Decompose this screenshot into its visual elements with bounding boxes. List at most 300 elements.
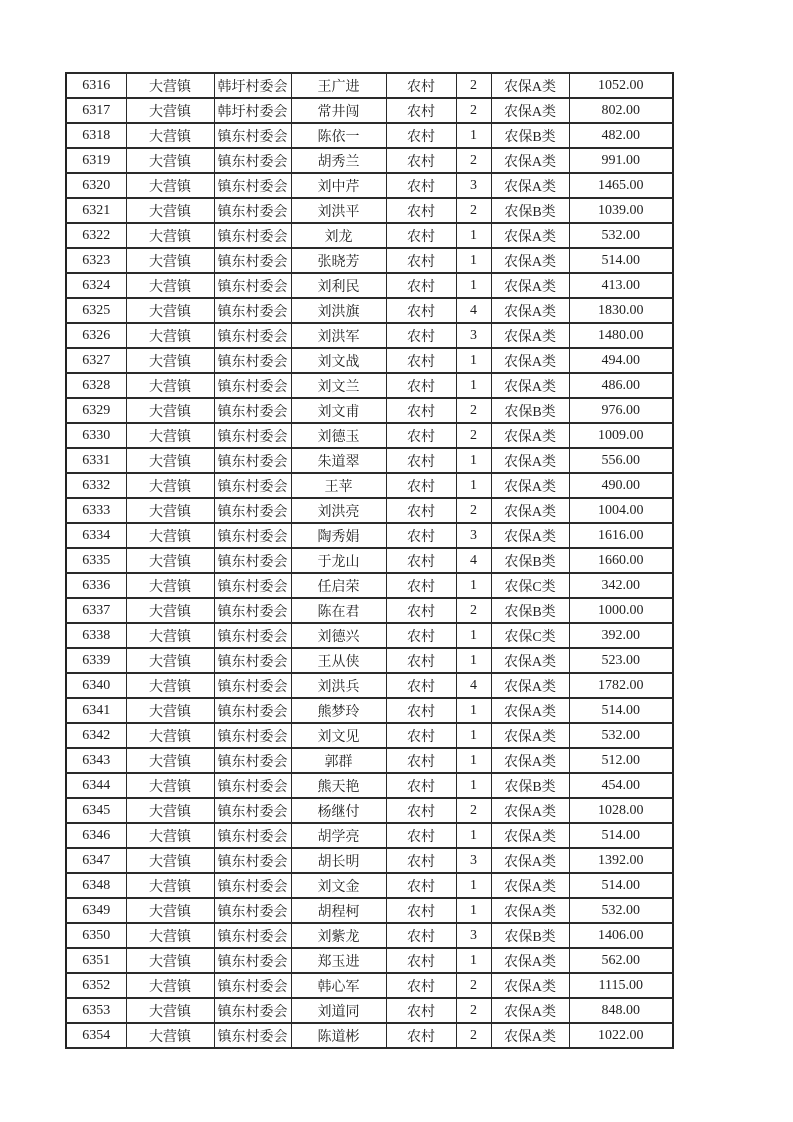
- table-row: [66, 573, 673, 598]
- cell-village-committee: 镇东村委会: [214, 373, 291, 398]
- cell-person-count: 2: [456, 498, 491, 523]
- cell-category: 农保A类: [491, 1023, 569, 1048]
- cell-amount: 514.00: [569, 248, 673, 273]
- table-row: [66, 748, 673, 773]
- cell-village-committee: 镇东村委会: [214, 623, 291, 648]
- cell-name: 陶秀娟: [291, 523, 386, 548]
- cell-residence: 农村: [386, 148, 456, 173]
- cell-amount: 1406.00: [569, 923, 673, 948]
- cell-category: 农保A类: [491, 323, 569, 348]
- cell-town: 大营镇: [126, 973, 214, 998]
- cell-town: 大营镇: [126, 648, 214, 673]
- table-row: [66, 948, 673, 973]
- cell-serial: 6327: [66, 348, 126, 373]
- cell-name: 刘洪亮: [291, 498, 386, 523]
- cell-residence: 农村: [386, 323, 456, 348]
- cell-amount: 848.00: [569, 998, 673, 1023]
- cell-serial: 6344: [66, 773, 126, 798]
- cell-town: 大营镇: [126, 248, 214, 273]
- cell-residence: 农村: [386, 848, 456, 873]
- cell-person-count: 2: [456, 148, 491, 173]
- cell-village-committee: 镇东村委会: [214, 223, 291, 248]
- cell-town: 大营镇: [126, 123, 214, 148]
- cell-residence: 农村: [386, 98, 456, 123]
- cell-amount: 532.00: [569, 723, 673, 748]
- cell-person-count: 1: [456, 873, 491, 898]
- cell-person-count: 1: [456, 273, 491, 298]
- cell-name: 郭群: [291, 748, 386, 773]
- cell-village-committee: 镇东村委会: [214, 773, 291, 798]
- cell-name: 杨继付: [291, 798, 386, 823]
- cell-person-count: 2: [456, 98, 491, 123]
- cell-amount: 490.00: [569, 473, 673, 498]
- cell-name: 任启荣: [291, 573, 386, 598]
- table-row: [66, 473, 673, 498]
- cell-amount: 392.00: [569, 623, 673, 648]
- cell-residence: 农村: [386, 1023, 456, 1048]
- cell-category: 农保A类: [491, 473, 569, 498]
- cell-town: 大营镇: [126, 748, 214, 773]
- cell-name: 刘文兰: [291, 373, 386, 398]
- cell-category: 农保A类: [491, 848, 569, 873]
- cell-person-count: 1: [456, 698, 491, 723]
- benefits-table: [65, 72, 674, 1049]
- cell-residence: 农村: [386, 748, 456, 773]
- cell-name: 刘洪旗: [291, 298, 386, 323]
- cell-name: 陈依一: [291, 123, 386, 148]
- cell-residence: 农村: [386, 298, 456, 323]
- cell-category: 农保A类: [491, 423, 569, 448]
- cell-residence: 农村: [386, 123, 456, 148]
- cell-residence: 农村: [386, 873, 456, 898]
- cell-residence: 农村: [386, 423, 456, 448]
- cell-person-count: 2: [456, 423, 491, 448]
- cell-person-count: 1: [456, 248, 491, 273]
- cell-residence: 农村: [386, 923, 456, 948]
- cell-name: 刘文战: [291, 348, 386, 373]
- cell-serial: 6348: [66, 873, 126, 898]
- cell-village-committee: 镇东村委会: [214, 198, 291, 223]
- cell-name: 王从侠: [291, 648, 386, 673]
- cell-serial: 6333: [66, 498, 126, 523]
- cell-residence: 农村: [386, 398, 456, 423]
- cell-residence: 农村: [386, 223, 456, 248]
- cell-residence: 农村: [386, 823, 456, 848]
- table-row: [66, 73, 673, 98]
- cell-town: 大营镇: [126, 548, 214, 573]
- cell-village-committee: 镇东村委会: [214, 498, 291, 523]
- cell-name: 刘利民: [291, 273, 386, 298]
- cell-person-count: 1: [456, 623, 491, 648]
- table-row: [66, 598, 673, 623]
- table-row: [66, 498, 673, 523]
- cell-category: 农保C类: [491, 573, 569, 598]
- cell-residence: 农村: [386, 773, 456, 798]
- cell-name: 刘文金: [291, 873, 386, 898]
- cell-town: 大营镇: [126, 698, 214, 723]
- cell-amount: 1022.00: [569, 1023, 673, 1048]
- cell-residence: 农村: [386, 173, 456, 198]
- cell-person-count: 2: [456, 998, 491, 1023]
- cell-category: 农保A类: [491, 648, 569, 673]
- cell-person-count: 1: [456, 373, 491, 398]
- cell-town: 大营镇: [126, 773, 214, 798]
- cell-serial: 6325: [66, 298, 126, 323]
- table-row: [66, 398, 673, 423]
- cell-town: 大营镇: [126, 873, 214, 898]
- cell-name: 熊梦玲: [291, 698, 386, 723]
- cell-serial: 6351: [66, 948, 126, 973]
- cell-name: 胡程柯: [291, 898, 386, 923]
- cell-category: 农保B类: [491, 598, 569, 623]
- cell-village-committee: 镇东村委会: [214, 898, 291, 923]
- cell-residence: 农村: [386, 648, 456, 673]
- cell-person-count: 4: [456, 673, 491, 698]
- table-row: [66, 423, 673, 448]
- cell-category: 农保A类: [491, 498, 569, 523]
- cell-name: 胡长明: [291, 848, 386, 873]
- cell-serial: 6330: [66, 423, 126, 448]
- table-row: [66, 448, 673, 473]
- cell-serial: 6317: [66, 98, 126, 123]
- cell-name: 刘文甫: [291, 398, 386, 423]
- cell-village-committee: 镇东村委会: [214, 598, 291, 623]
- cell-category: 农保A类: [491, 373, 569, 398]
- cell-category: 农保A类: [491, 148, 569, 173]
- cell-town: 大营镇: [126, 598, 214, 623]
- cell-residence: 农村: [386, 723, 456, 748]
- cell-person-count: 1: [456, 748, 491, 773]
- cell-town: 大营镇: [126, 948, 214, 973]
- cell-residence: 农村: [386, 998, 456, 1023]
- cell-name: 刘洪军: [291, 323, 386, 348]
- cell-village-committee: 镇东村委会: [214, 698, 291, 723]
- cell-category: 农保B类: [491, 123, 569, 148]
- cell-amount: 1830.00: [569, 298, 673, 323]
- cell-person-count: 2: [456, 1023, 491, 1048]
- table-row: [66, 248, 673, 273]
- cell-name: 刘洪兵: [291, 673, 386, 698]
- cell-serial: 6334: [66, 523, 126, 548]
- cell-serial: 6343: [66, 748, 126, 773]
- cell-village-committee: 镇东村委会: [214, 673, 291, 698]
- cell-residence: 农村: [386, 273, 456, 298]
- cell-village-committee: 镇东村委会: [214, 748, 291, 773]
- cell-name: 胡学亮: [291, 823, 386, 848]
- cell-residence: 农村: [386, 473, 456, 498]
- cell-residence: 农村: [386, 348, 456, 373]
- cell-serial: 6329: [66, 398, 126, 423]
- cell-village-committee: 镇东村委会: [214, 298, 291, 323]
- cell-category: 农保C类: [491, 623, 569, 648]
- cell-amount: 1052.00: [569, 73, 673, 98]
- cell-village-committee: 镇东村委会: [214, 523, 291, 548]
- cell-person-count: 4: [456, 298, 491, 323]
- cell-amount: 1782.00: [569, 673, 673, 698]
- cell-name: 熊天艳: [291, 773, 386, 798]
- cell-serial: 6339: [66, 648, 126, 673]
- table-row: [66, 273, 673, 298]
- cell-town: 大营镇: [126, 823, 214, 848]
- cell-serial: 6332: [66, 473, 126, 498]
- cell-serial: 6323: [66, 248, 126, 273]
- cell-amount: 523.00: [569, 648, 673, 673]
- cell-amount: 514.00: [569, 698, 673, 723]
- table-row: [66, 898, 673, 923]
- cell-person-count: 1: [456, 648, 491, 673]
- cell-village-committee: 镇东村委会: [214, 148, 291, 173]
- cell-amount: 991.00: [569, 148, 673, 173]
- cell-village-committee: 镇东村委会: [214, 348, 291, 373]
- cell-serial: 6342: [66, 723, 126, 748]
- cell-name: 刘中芹: [291, 173, 386, 198]
- cell-serial: 6319: [66, 148, 126, 173]
- table-row: [66, 348, 673, 373]
- table-row: [66, 523, 673, 548]
- cell-residence: 农村: [386, 498, 456, 523]
- cell-name: 陈在君: [291, 598, 386, 623]
- table-row: [66, 923, 673, 948]
- cell-person-count: 1: [456, 348, 491, 373]
- cell-person-count: 2: [456, 73, 491, 98]
- cell-amount: 1465.00: [569, 173, 673, 198]
- cell-person-count: 3: [456, 523, 491, 548]
- cell-name: 陈道彬: [291, 1023, 386, 1048]
- cell-serial: 6353: [66, 998, 126, 1023]
- cell-village-committee: 镇东村委会: [214, 1023, 291, 1048]
- cell-name: 刘洪平: [291, 198, 386, 223]
- cell-serial: 6324: [66, 273, 126, 298]
- cell-category: 农保B类: [491, 773, 569, 798]
- cell-residence: 农村: [386, 898, 456, 923]
- cell-amount: 514.00: [569, 823, 673, 848]
- cell-town: 大营镇: [126, 523, 214, 548]
- cell-category: 农保B类: [491, 198, 569, 223]
- cell-amount: 532.00: [569, 223, 673, 248]
- cell-serial: 6335: [66, 548, 126, 573]
- cell-village-committee: 镇东村委会: [214, 548, 291, 573]
- cell-village-committee: 镇东村委会: [214, 873, 291, 898]
- cell-person-count: 3: [456, 173, 491, 198]
- cell-town: 大营镇: [126, 323, 214, 348]
- cell-serial: 6352: [66, 973, 126, 998]
- table-row: [66, 973, 673, 998]
- cell-person-count: 4: [456, 548, 491, 573]
- cell-village-committee: 韩圩村委会: [214, 98, 291, 123]
- cell-person-count: 2: [456, 198, 491, 223]
- cell-amount: 556.00: [569, 448, 673, 473]
- cell-village-committee: 镇东村委会: [214, 573, 291, 598]
- cell-residence: 农村: [386, 448, 456, 473]
- cell-town: 大营镇: [126, 198, 214, 223]
- table-row: [66, 198, 673, 223]
- cell-person-count: 2: [456, 798, 491, 823]
- cell-serial: 6345: [66, 798, 126, 823]
- table-row: [66, 223, 673, 248]
- cell-town: 大营镇: [126, 373, 214, 398]
- cell-name: 王苹: [291, 473, 386, 498]
- table-row: [66, 873, 673, 898]
- cell-serial: 6318: [66, 123, 126, 148]
- cell-residence: 农村: [386, 973, 456, 998]
- cell-serial: 6321: [66, 198, 126, 223]
- cell-village-committee: 镇东村委会: [214, 448, 291, 473]
- cell-residence: 农村: [386, 623, 456, 648]
- cell-serial: 6320: [66, 173, 126, 198]
- cell-amount: 342.00: [569, 573, 673, 598]
- cell-category: 农保A类: [491, 223, 569, 248]
- cell-residence: 农村: [386, 198, 456, 223]
- cell-person-count: 2: [456, 598, 491, 623]
- cell-person-count: 1: [456, 948, 491, 973]
- table-row: [66, 323, 673, 348]
- cell-person-count: 1: [456, 823, 491, 848]
- cell-residence: 农村: [386, 673, 456, 698]
- table-row: [66, 848, 673, 873]
- cell-category: 农保A类: [491, 248, 569, 273]
- cell-category: 农保A类: [491, 173, 569, 198]
- cell-amount: 1616.00: [569, 523, 673, 548]
- cell-name: 刘德玉: [291, 423, 386, 448]
- cell-residence: 农村: [386, 698, 456, 723]
- table-row: [66, 298, 673, 323]
- table-body: [66, 73, 673, 1048]
- cell-name: 刘紫龙: [291, 923, 386, 948]
- cell-category: 农保B类: [491, 923, 569, 948]
- cell-category: 农保A类: [491, 448, 569, 473]
- cell-town: 大营镇: [126, 1023, 214, 1048]
- cell-person-count: 1: [456, 123, 491, 148]
- cell-amount: 802.00: [569, 98, 673, 123]
- cell-residence: 农村: [386, 73, 456, 98]
- cell-person-count: 3: [456, 923, 491, 948]
- cell-name: 王广进: [291, 73, 386, 98]
- cell-village-committee: 镇东村委会: [214, 248, 291, 273]
- cell-person-count: 3: [456, 848, 491, 873]
- cell-village-committee: 镇东村委会: [214, 173, 291, 198]
- cell-person-count: 2: [456, 973, 491, 998]
- cell-town: 大营镇: [126, 348, 214, 373]
- cell-town: 大营镇: [126, 448, 214, 473]
- cell-name: 朱道翠: [291, 448, 386, 473]
- cell-name: 常井闯: [291, 98, 386, 123]
- table-row: [66, 648, 673, 673]
- cell-amount: 976.00: [569, 398, 673, 423]
- table-row: [66, 373, 673, 398]
- cell-name: 刘龙: [291, 223, 386, 248]
- cell-serial: 6337: [66, 598, 126, 623]
- cell-person-count: 1: [456, 773, 491, 798]
- cell-person-count: 2: [456, 398, 491, 423]
- table-row: [66, 148, 673, 173]
- cell-village-committee: 镇东村委会: [214, 948, 291, 973]
- cell-residence: 农村: [386, 573, 456, 598]
- cell-town: 大营镇: [126, 898, 214, 923]
- cell-town: 大营镇: [126, 98, 214, 123]
- cell-person-count: 1: [456, 448, 491, 473]
- cell-village-committee: 镇东村委会: [214, 648, 291, 673]
- cell-residence: 农村: [386, 548, 456, 573]
- cell-category: 农保A类: [491, 998, 569, 1023]
- cell-name: 张晓芳: [291, 248, 386, 273]
- table-row: [66, 98, 673, 123]
- table-row: [66, 1023, 673, 1048]
- cell-town: 大营镇: [126, 923, 214, 948]
- cell-category: 农保A类: [491, 73, 569, 98]
- cell-category: 农保A类: [491, 673, 569, 698]
- cell-village-committee: 镇东村委会: [214, 973, 291, 998]
- cell-village-committee: 韩圩村委会: [214, 73, 291, 98]
- cell-category: 农保A类: [491, 98, 569, 123]
- cell-amount: 1115.00: [569, 973, 673, 998]
- cell-amount: 494.00: [569, 348, 673, 373]
- cell-person-count: 3: [456, 323, 491, 348]
- cell-village-committee: 镇东村委会: [214, 723, 291, 748]
- cell-amount: 1480.00: [569, 323, 673, 348]
- cell-village-committee: 镇东村委会: [214, 923, 291, 948]
- cell-town: 大营镇: [126, 173, 214, 198]
- cell-amount: 454.00: [569, 773, 673, 798]
- table-row: [66, 698, 673, 723]
- cell-town: 大营镇: [126, 848, 214, 873]
- cell-serial: 6349: [66, 898, 126, 923]
- cell-village-committee: 镇东村委会: [214, 273, 291, 298]
- cell-serial: 6346: [66, 823, 126, 848]
- cell-person-count: 1: [456, 473, 491, 498]
- cell-serial: 6328: [66, 373, 126, 398]
- cell-residence: 农村: [386, 373, 456, 398]
- cell-amount: 1000.00: [569, 598, 673, 623]
- cell-amount: 1009.00: [569, 423, 673, 448]
- cell-amount: 486.00: [569, 373, 673, 398]
- table-row: [66, 548, 673, 573]
- cell-village-committee: 镇东村委会: [214, 323, 291, 348]
- cell-town: 大营镇: [126, 623, 214, 648]
- cell-amount: 1392.00: [569, 848, 673, 873]
- cell-person-count: 1: [456, 723, 491, 748]
- cell-amount: 562.00: [569, 948, 673, 973]
- cell-town: 大营镇: [126, 148, 214, 173]
- cell-amount: 1039.00: [569, 198, 673, 223]
- cell-category: 农保B类: [491, 398, 569, 423]
- cell-residence: 农村: [386, 248, 456, 273]
- table-row: [66, 798, 673, 823]
- cell-town: 大营镇: [126, 573, 214, 598]
- table-row: [66, 723, 673, 748]
- cell-category: 农保A类: [491, 948, 569, 973]
- cell-person-count: 1: [456, 223, 491, 248]
- cell-residence: 农村: [386, 948, 456, 973]
- cell-category: 农保A类: [491, 898, 569, 923]
- cell-person-count: 1: [456, 573, 491, 598]
- cell-category: 农保B类: [491, 548, 569, 573]
- cell-amount: 1660.00: [569, 548, 673, 573]
- cell-amount: 482.00: [569, 123, 673, 148]
- cell-name: 胡秀兰: [291, 148, 386, 173]
- cell-name: 刘道同: [291, 998, 386, 1023]
- cell-town: 大营镇: [126, 423, 214, 448]
- cell-village-committee: 镇东村委会: [214, 473, 291, 498]
- cell-town: 大营镇: [126, 73, 214, 98]
- cell-serial: 6316: [66, 73, 126, 98]
- cell-amount: 512.00: [569, 748, 673, 773]
- cell-town: 大营镇: [126, 473, 214, 498]
- cell-amount: 514.00: [569, 873, 673, 898]
- cell-serial: 6331: [66, 448, 126, 473]
- cell-name: 刘德兴: [291, 623, 386, 648]
- cell-village-committee: 镇东村委会: [214, 998, 291, 1023]
- cell-category: 农保A类: [491, 873, 569, 898]
